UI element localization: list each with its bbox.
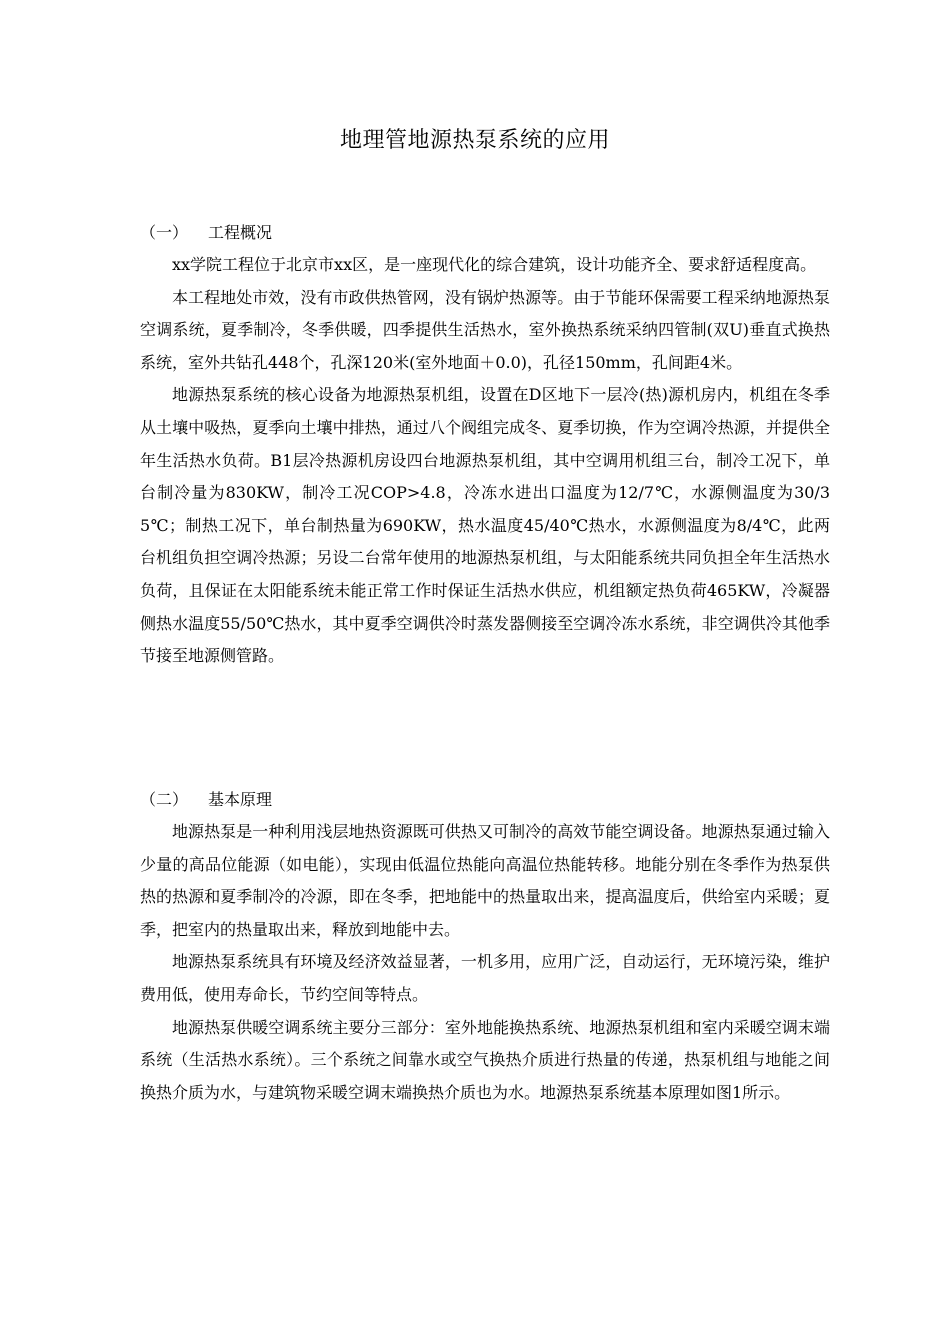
section-project-overview	[140, 217, 830, 673]
section-number: （二）	[140, 790, 189, 809]
section-heading	[140, 784, 830, 816]
section-heading	[140, 217, 830, 249]
paragraph: 本工程地处市效，没有市政供热管网，没有锅炉热源等。由于节能环保需要工程采纳地源热泵空调系统，夏季制冷，冬季供暖，四季提供生活热水，室外换热系统采纳四管制(双U)垂直式换热系统，室外共钻孔448个，孔深120米(室外地面＋0.0)，孔径150mm，孔间距4米。	[140, 287, 830, 372]
section-basic-principle	[140, 784, 830, 1109]
section-title: 工程概况	[208, 223, 273, 242]
section-title: 基本原理	[208, 790, 273, 809]
section-number: （一）	[140, 223, 189, 242]
paragraph: 地源热泵是一种利用浅层地热资源既可供热又可制冷的高效节能空调设备。地源热泵通过输入少量的高品位能源（如电能），实现由低温位热能向高温位热能转移。地能分别在冬季作为热泵供热的热源和夏季制冷的冷源，即在冬季，把地能中的热量取出来，提高温度后，供给室内采暖；夏季，把室内的热量取出来，释放到地能中去。	[140, 822, 830, 939]
paragraph: 地源热泵系统具有环境及经济效益显著，一机多用，应用广泛，自动运行，无环境污染，维护费用低，使用寿命长，节约空间等特点。	[140, 952, 830, 1004]
paragraph: 地源热泵供暖空调系统主要分三部分：室外地能换热系统、地源热泵机组和室内采暖空调末端系统（生活热水系统）。三个系统之间靠水或空气换热介质进行热量的传递，热泵机组与地能之间换热介质为水，与建筑物采暖空调末端换热介质也为水。地源热泵系统基本原理如图1所示。	[140, 1017, 830, 1102]
document-title: 地理管地源热泵系统的应用	[339, 128, 610, 153]
paragraph: 地源热泵系统的核心设备为地源热泵机组，设置在D区地下一层冷(热)源机房内，机组在冬季从土壤中吸热，夏季向土壤中排热，通过八个阀组完成冬、夏季切换，作为空调冷热源，并提供全年生活热水负荷。B1层冷热源机房设四台地源热泵机组，其中空调用机组三台，制冷工况下，单台制冷量为830KW，制冷工况COP>4.8，冷冻水进出口温度为12/7℃，水源侧温度为30/35℃；制热工况下，单台制热量为690KW，热水温度45/40℃热水，水源侧温度为8/4℃，此两台机组负担空调冷热源；另设二台常年使用的地源热泵机组，与太阳能系统共同负担全年生活热水负荷，且保证在太阳能系统未能正常工作时保证生活热水供应，机组额定热负荷465KW，冷凝器侧热水温度55/50℃热水，其中夏季空调供冷时蒸发器侧接至空调冷冻水系统，非空调供冷其他季节接至地源侧管路。	[140, 385, 830, 666]
paragraph: xx学院工程位于北京市xx区，是一座现代化的综合建筑，设计功能齐全、要求舒适程度高。	[172, 255, 817, 274]
